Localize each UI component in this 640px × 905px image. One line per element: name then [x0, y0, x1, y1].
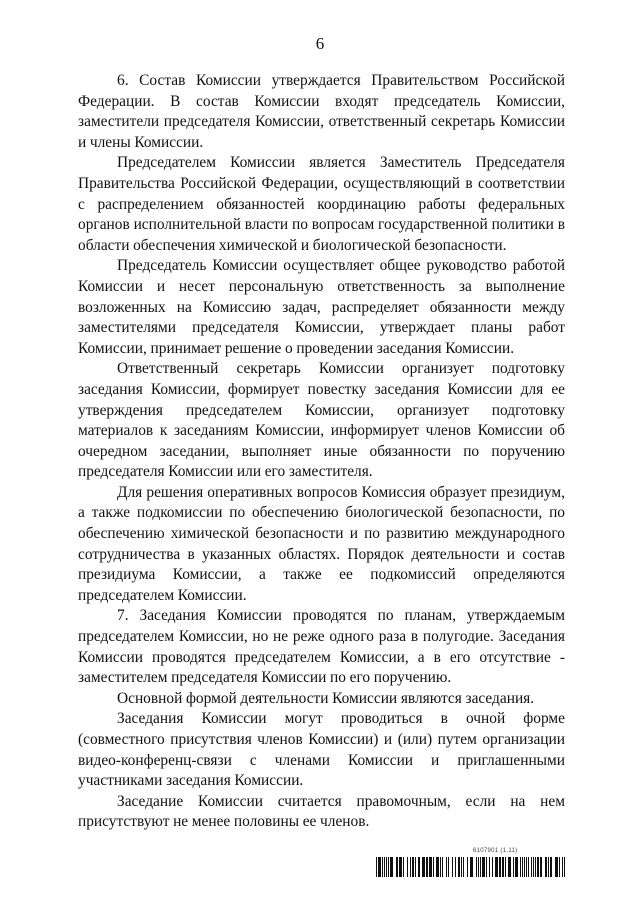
paragraph-composition: 6. Состав Комиссии утверждается Правительством Российской Федерации. В состав Комиссии входят председатель Комиссии, заместители председателя Комиссии, ответственный секретарь Комиссии и члены Комиссии.	[78, 72, 565, 151]
paragraph-chairman: Председателем Комиссии является Заместитель Председателя Правительства Российской Федерации, осуществляющий в соответствии с распределением обязанностей координацию работы федеральных органов исполнительной власти по вопросам государственной политики в области обеспечения химической и биологической безопасности.	[78, 154, 565, 254]
paragraph-meetings-schedule: 7. Заседания Комиссии проводятся по планам, утверждаемым председателем Комиссии, но не реже одного раза в полугодие. Заседания Комиссии проводятся председателем Комиссии, а в его отсутствие - заместителем председателя Комиссии по его поручению.	[78, 607, 565, 687]
paragraph-chairman-duties: Председатель Комиссии осуществляет общее руководство работой Комиссии и несет персональную ответственность за выполнение возложенных на Комиссию задач, распределяет обязанности между заместителями председателя Комиссии, утверждает планы работ Комиссии, принимает решение о проведении заседания Комиссии.	[78, 257, 565, 357]
document-code: 6107901 (1.11)	[473, 848, 518, 854]
paragraph-quorum: Заседание Комиссии считается правомочным, если на нем присутствуют не менее половины ее членов.	[78, 792, 565, 831]
document-body	[78, 71, 565, 833]
paragraph-meeting-format: Заседания Комиссии могут проводиться в очной форме (совместного присутствия членов Комиссии) и (или) путем организации видео-конференц-связи с членами Комиссии и приглашенными участниками заседания Комиссии.	[78, 710, 565, 790]
paragraph-secretary: Ответственный секретарь Комиссии организует подготовку заседания Комиссии, формирует повестку заседания Комиссии для ее утверждения председателем Комиссии, организует подготовку материалов к заседаниям Комиссии, информирует членов Комиссии об очередном заседании, выполняет иные обязанности по поручению председателя Комиссии или его заместителя.	[78, 360, 565, 481]
paragraph-presidium: Для решения оперативных вопросов Комиссия образует президиум, а также подкомиссии по обеспечению биологической безопасности, по обеспечению химической безопасности и по развитию международного сотрудничества в указанных областях. Порядок деятельности и состав президиума Комиссии, а также ее подкомиссий определяются председателем Комиссии.	[78, 483, 565, 604]
paragraph-main-form: Основной формой деятельности Комиссии являются заседания.	[117, 689, 535, 707]
barcode-image	[376, 857, 566, 877]
page-number: 6	[315, 34, 325, 53]
